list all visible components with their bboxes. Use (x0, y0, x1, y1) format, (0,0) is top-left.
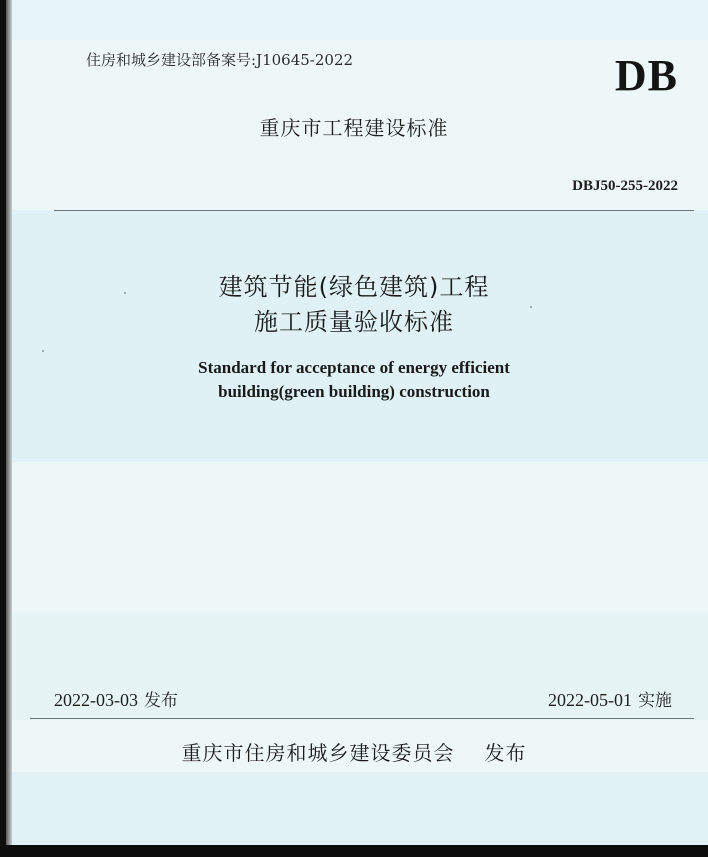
title-chinese-line-2: 施工质量验收标准 (254, 308, 454, 336)
header-divider (54, 210, 694, 211)
implement-date-label: 实施 (638, 691, 672, 711)
title-english-line-2: building(green building) construction (218, 382, 490, 401)
implement-date-value: 2022-05-01 (548, 690, 632, 710)
issue-date-value: 2022-03-03 (54, 690, 138, 710)
title-english-line-1: Standard for acceptance of energy efficient (198, 358, 510, 377)
publisher-label: 发布 (484, 741, 527, 765)
footer-divider (30, 718, 694, 719)
title-chinese-line-1: 建筑节能(绿色建筑)工程 (218, 273, 490, 301)
db-logo: DB (614, 51, 678, 100)
background-band (6, 0, 708, 40)
implement-date (548, 686, 672, 711)
publisher-name: 重庆市住房和城乡建设委员会 (181, 741, 455, 765)
issuer-heading: 重庆市工程建设标准 (259, 116, 449, 140)
issue-date-label: 发布 (144, 691, 178, 711)
standard-number: DBJ50-255-2022 (572, 178, 678, 194)
publisher-line (0, 737, 708, 766)
background-band (6, 772, 708, 845)
issue-date (54, 686, 178, 711)
record-number: 住房和城乡建设部备案号:J10645-2022 (86, 51, 354, 69)
paper-speck (42, 350, 44, 352)
